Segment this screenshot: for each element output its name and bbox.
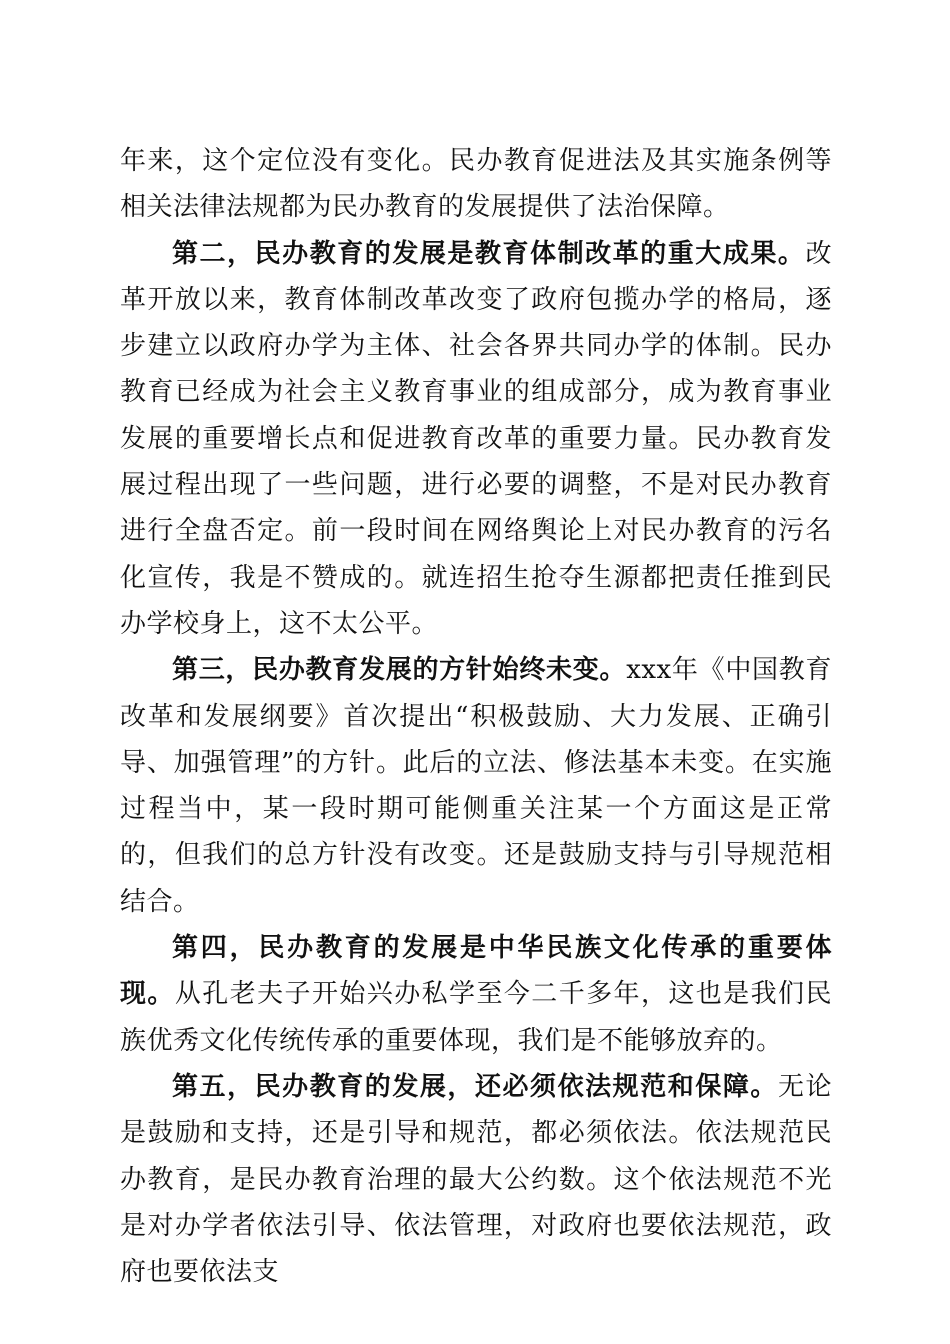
paragraph-fourth-point — [120, 925, 832, 1064]
paragraph-heading: 第四，民办教育的发展是中华民族文化传承的重要体现。 — [120, 933, 832, 1010]
paragraph-fifth-point — [120, 1064, 832, 1295]
paragraph-text: 从孔老夫子开始兴办私学至今二千多年，这也是我们民族优秀文化传统传承的重要体现，我们是不能够放弃的。 — [120, 979, 832, 1056]
paragraph-text: 改革开放以来，教育体制改革改变了政府包揽办学的格局，逐步建立以政府办学为主体、社会各界共同办学的体制。民办教育已经成为社会主义教育事业的组成部分，成为教育事业发展的重要增长点和促进教育改革的重要力量。民办教育发展过程出现了一些问题，进行必要的调整，不是对民办教育进行全盘否定。前一段时间在网络舆论上对民办教育的污名化宣传，我是不赞成的。就连招生抢夺生源都把责任推到民办学校身上，这不太公平。 — [120, 238, 832, 639]
paragraph-heading: 第五，民办教育的发展，还必须依法规范和保障。 — [172, 1071, 778, 1102]
document-body — [120, 138, 832, 1295]
paragraph-text: xxx年《中国教育改革和发展纲要》首次提出“积极鼓励、大力发展、正确引导、加强管理”的方针。此后的立法、修法基本未变。在实施过程当中，某一段时期可能侧重关注某一个方面这是正常的，但我们的总方针没有改变。还是鼓励支持与引导规范相结合。 — [120, 655, 832, 917]
paragraph-text: 年来，这个定位没有变化。民办教育促进法及其实施条例等相关法律法规都为民办教育的发展提供了法治保障。 — [120, 146, 832, 223]
paragraph-heading: 第三，民办教育发展的方针始终未变。 — [172, 655, 627, 686]
paragraph-third-point — [120, 647, 832, 925]
paragraph-heading: 第二，民办教育的发展是教育体制改革的重大成果。 — [172, 238, 806, 269]
paragraph-second-point — [120, 231, 832, 648]
paragraph-continuation — [120, 138, 832, 231]
paragraph-text: 无论是鼓励和支持，还是引导和规范，都必须依法。依法规范民办教育，是民办教育治理的最大公约数。这个依法规范不光是对办学者依法引导、依法管理，对政府也要依法规范，政府也要依法支 — [120, 1071, 832, 1288]
